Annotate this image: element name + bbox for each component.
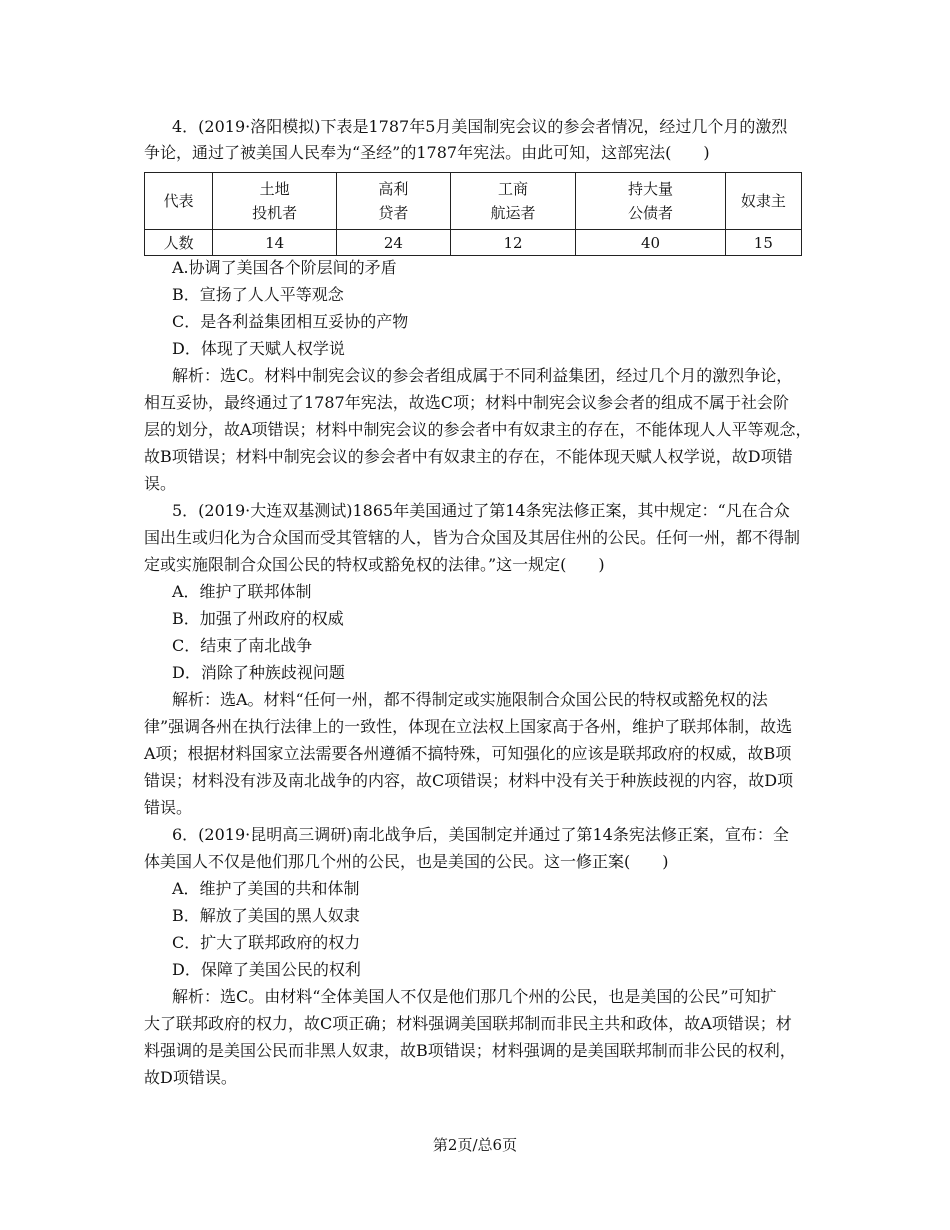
q4-analysis-line: 解析：选C。材料中制宪会议的参会者组成属于不同利益集团，经过几个月的激烈争论， xyxy=(172,366,793,385)
q5-analysis-line: 解析：选A。材料“任何一州，都不得制定或实施限制合众国公民的特权或豁免权的法 xyxy=(172,690,768,709)
q5-option-c: C．结束了南北战争 xyxy=(172,636,313,655)
q4-analysis-line: 层的划分，故A项错误；材料中制宪会议的参会者中有奴隶主的存在，不能体现人人平等观念， xyxy=(144,420,812,439)
table-header-cell: 持大量 公债者 xyxy=(576,173,725,230)
q5-stem-line: 定或实施限制合众国公民的特权或豁免权的法律。”这一规定( ) xyxy=(144,555,605,574)
q6-analysis-line: 故D项错误。 xyxy=(144,1068,237,1087)
table-row-label: 人数 xyxy=(145,230,213,256)
table-header-cell: 奴隶主 xyxy=(725,173,801,230)
q4-analysis-line: 故B项错误；材料中制宪会议的参会者中有奴隶主的存在，不能体现天赋人权学说，故D项错 xyxy=(144,447,793,466)
q5-option-b: B．加强了州政府的权威 xyxy=(172,609,344,628)
q4-option-d: D．体现了天赋人权学说 xyxy=(172,339,345,358)
q6-option-b: B．解放了美国的黑人奴隶 xyxy=(172,906,360,925)
q4-option-c: C．是各利益集团相互妥协的产物 xyxy=(172,312,409,331)
q6-analysis-line: 解析：选C。由材料“全体美国人不仅是他们那几个州的公民，也是美国的公民”可知扩 xyxy=(172,987,777,1006)
q6-stem-line: 体美国人不仅是他们那几个州的公民，也是美国的公民。这一修正案( ) xyxy=(144,852,669,871)
table-header-cell: 高利 贷者 xyxy=(336,173,450,230)
q6-stem-line: 6．(2019·昆明高三调研)南北战争后，美国制定并通过了第14条宪法修正案，宣布：全 xyxy=(172,825,789,844)
table-cell: 12 xyxy=(450,230,576,256)
q4-option-b: B．宣扬了人人平等观念 xyxy=(172,285,344,304)
table-header-cell: 工商 航运者 xyxy=(450,173,576,230)
q6-option-c: C．扩大了联邦政府的权力 xyxy=(172,933,361,952)
q6-option-d: D．保障了美国公民的权利 xyxy=(172,960,361,979)
q5-stem-line: 5．(2019·大连双基测试)1865年美国通过了第14条宪法修正案，其中规定：“凡在合众 xyxy=(172,501,790,520)
q5-stem-line: 国出生或归化为合众国而受其管辖的人，皆为合众国及其居住州的公民。任何一州，都不得制 xyxy=(144,528,801,547)
q4-analysis-line: 误。 xyxy=(144,474,177,493)
q4-stem-line-1: 4．(2019·洛阳模拟)下表是1787年5月美国制宪会议的参会者情况，经过几个月的激烈 xyxy=(172,117,788,136)
table-cell: 15 xyxy=(725,230,801,256)
q6-analysis-line: 料强调的是美国公民而非黑人奴隶，故B项错误；材料强调的是美国联邦制而非公民的权利， xyxy=(144,1041,796,1060)
q4-option-a: A.协调了美国各个阶层间的矛盾 xyxy=(172,258,397,277)
table-cell: 14 xyxy=(213,230,337,256)
q5-option-a: A．维护了联邦体制 xyxy=(172,582,312,601)
q5-analysis-line: 错误。 xyxy=(144,798,193,817)
q4-participant-table xyxy=(144,172,802,256)
q5-analysis-line: 错误；材料没有涉及南北战争的内容，故C项错误；材料中没有关于种族歧视的内容，故D项 xyxy=(144,771,794,790)
q5-option-d: D．消除了种族歧视问题 xyxy=(172,663,345,682)
q6-option-a: A．维护了美国的共和体制 xyxy=(172,879,360,898)
q4-stem-line-2: 争论，通过了被美国人民奉为“圣经”的1787年宪法。由此可知，这部宪法( ) xyxy=(144,143,710,162)
page-footer: 第2页/总6页 xyxy=(432,1136,518,1154)
table-header-cell: 土地 投机者 xyxy=(213,173,337,230)
q6-analysis-line: 大了联邦政府的权力，故C项正确；材料强调美国联邦制而非民主共和政体，故A项错误；材 xyxy=(144,1014,792,1033)
table-cell: 40 xyxy=(576,230,725,256)
q4-analysis-line: 相互妥协，最终通过了1787年宪法，故选C项；材料中制宪会议参会者的组成不属于社会阶 xyxy=(144,393,789,412)
table-cell: 24 xyxy=(336,230,450,256)
table-row-label: 代表 xyxy=(145,173,213,230)
q5-analysis-line: 律”强调各州在执行法律上的一致性，体现在立法权上国家高于各州，维护了联邦体制，故选 xyxy=(144,717,793,736)
q5-analysis-line: A项；根据材料国家立法需要各州遵循不搞特殊，可知强化的应该是联邦政府的权威，故B项 xyxy=(144,744,792,763)
